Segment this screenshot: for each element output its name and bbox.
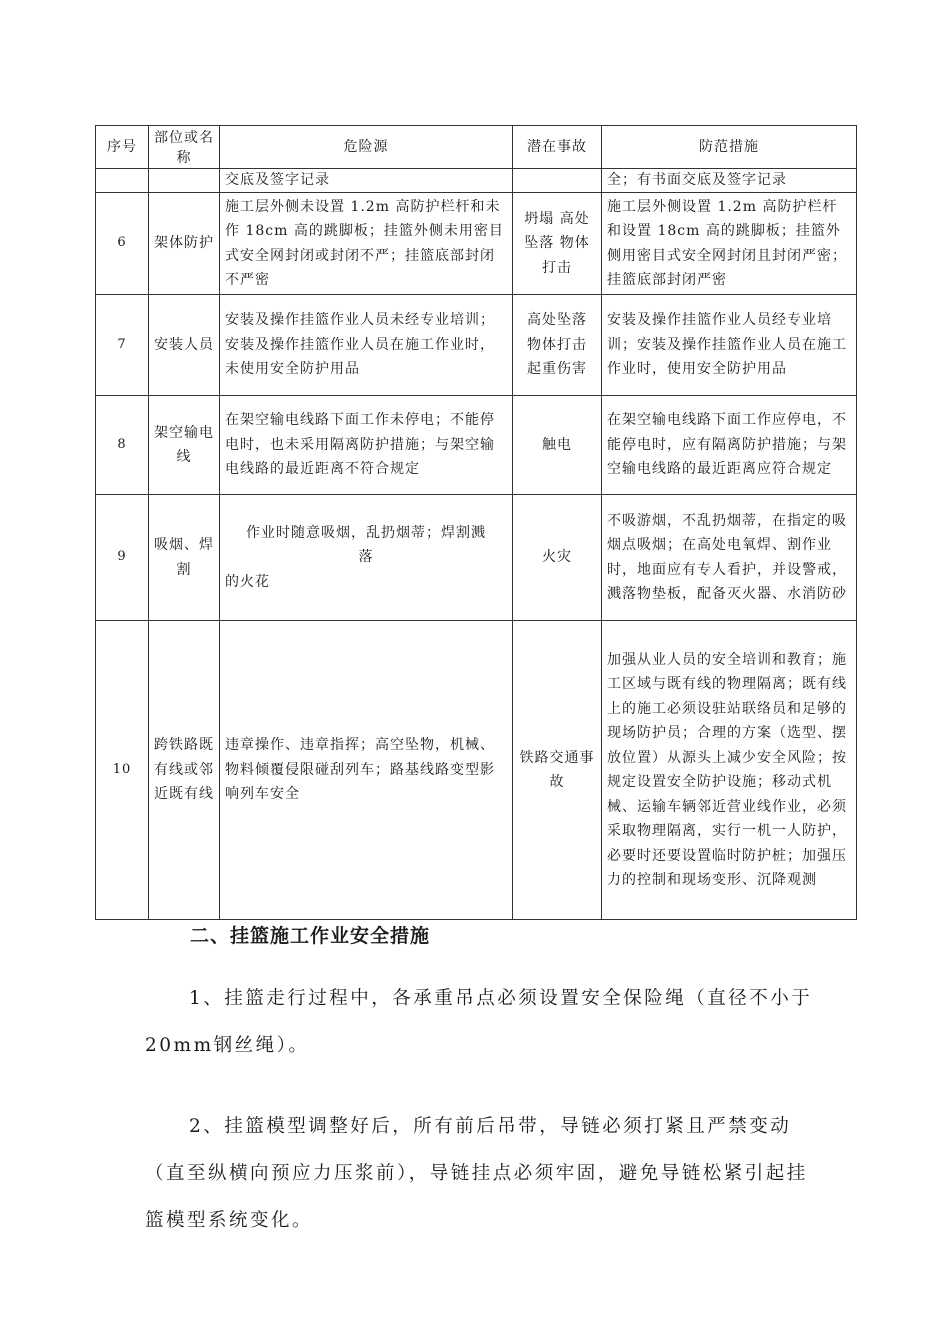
cell-location <box>149 169 220 193</box>
cell-accident: 铁路交通事故 <box>513 621 602 920</box>
table-row <box>96 621 857 920</box>
header-hazard: 危险源 <box>220 126 513 169</box>
cell-index: 10 <box>96 621 149 920</box>
cell-measures: 在架空输电线路下面工作应停电，不能停电时，应有隔离防护措施；与架空输电线路的最近距离应符合规定 <box>602 396 857 495</box>
paragraph: 2、挂篮模型调整好后，所有前后吊带，导链必须打紧且严禁变动（直至纵横向预应力压浆前），导链挂点必须牢固，避免导链松紧引起挂篮模型系统变化。 <box>145 1115 808 1231</box>
cell-hazard-line: 作业时随意吸烟，乱扔烟蒂；焊割溅 <box>246 524 486 541</box>
cell-hazard: 违章操作、违章指挥；高空坠物，机械、物料倾覆侵限碰刮列车；路基线路变型影响列车安全 <box>220 621 513 920</box>
cell-location: 跨铁路既有线或邻近既有线 <box>149 621 220 920</box>
cell-hazard <box>220 495 513 621</box>
cell-hazard: 施工层外侧未设置 1.2m 高防护栏杆和未作 18cm 高的跳脚板；挂篮外侧未用密目式安全网封闭或封闭不严；挂篮底部封闭不严密 <box>220 193 513 295</box>
cell-location: 架空输电线 <box>149 396 220 495</box>
cell-index: 9 <box>96 495 149 621</box>
cell-measures: 施工层外侧设置 1.2m 高防护栏杆和设置 18cm 高的跳脚板；挂篮外侧用密目式安全网封闭且封闭严密；挂篮底部封闭严密 <box>602 193 857 295</box>
table-row <box>96 169 857 193</box>
cell-hazard-line: 落 <box>358 549 374 566</box>
cell-measures: 不吸游烟，不乱扔烟蒂，在指定的吸烟点吸烟；在高处电氧焊、割作业时，地面应有专人看护，并设警戒，溅落物垫板，配备灭火器、水消防砂 <box>602 495 857 621</box>
cell-accident <box>513 169 602 193</box>
table-header-row <box>96 126 857 169</box>
cell-accident: 火灾 <box>513 495 602 621</box>
cell-hazard-line: 的火花 <box>225 573 270 590</box>
cell-hazard: 交底及签字记录 <box>220 169 513 193</box>
cell-accident: 坍塌 高处坠落 物体打击 <box>513 193 602 295</box>
paragraph: 1、挂篮走行过程中，各承重吊点必须设置安全保险绳（直径不小于20mm钢丝绳）。 <box>145 987 813 1056</box>
hazard-table <box>95 125 857 920</box>
cell-measures: 加强从业人员的安全培训和教育；施工区域与既有线的物理隔离；既有线上的施工必须设驻站联络员和足够的现场防护员；合理的方案（选型、摆放位置）从源头上减少安全风险；按规定设置安全防护设施；移动式机械、运输车辆邻近营业线作业，必须采取物理隔离，实行一机一人防护，必要时还要设置临时防护桩；加强压力的控制和现场变形、沉降观测 <box>602 621 857 920</box>
cell-index: 7 <box>96 295 149 396</box>
header-location-text: 部位或名称 <box>154 130 214 166</box>
cell-location: 吸烟、焊割 <box>149 495 220 621</box>
cell-index: 6 <box>96 193 149 295</box>
table-row <box>96 295 857 396</box>
table-row <box>96 193 857 295</box>
table-row <box>96 495 857 621</box>
header-measures: 防范措施 <box>602 126 857 169</box>
cell-accident: 高处坠落 物体打击 起重伤害 <box>513 295 602 396</box>
cell-measures: 安装及操作挂篮作业人员经专业培训；安装及操作挂篮作业人员在施工作业时，使用安全防护用品 <box>602 295 857 396</box>
cell-accident: 触电 <box>513 396 602 495</box>
table-row <box>96 396 857 495</box>
cell-hazard: 在架空输电线路下面工作未停电；不能停电时，也未采用隔离防护措施；与架空输电线路的最近距离不符合规定 <box>220 396 513 495</box>
cell-location: 安装人员 <box>149 295 220 396</box>
header-location <box>149 126 220 169</box>
cell-index <box>96 169 149 193</box>
section-title: 二、挂篮施工作业安全措施 <box>190 925 431 947</box>
header-index: 序号 <box>96 126 149 169</box>
cell-index: 8 <box>96 396 149 495</box>
cell-location: 架体防护 <box>149 193 220 295</box>
cell-measures: 全；有书面交底及签字记录 <box>602 169 857 193</box>
header-accident: 潜在事故 <box>513 126 602 169</box>
cell-hazard: 安装及操作挂篮作业人员未经专业培训；安装及操作挂篮作业人员在施工作业时，未使用安全防护用品 <box>220 295 513 396</box>
